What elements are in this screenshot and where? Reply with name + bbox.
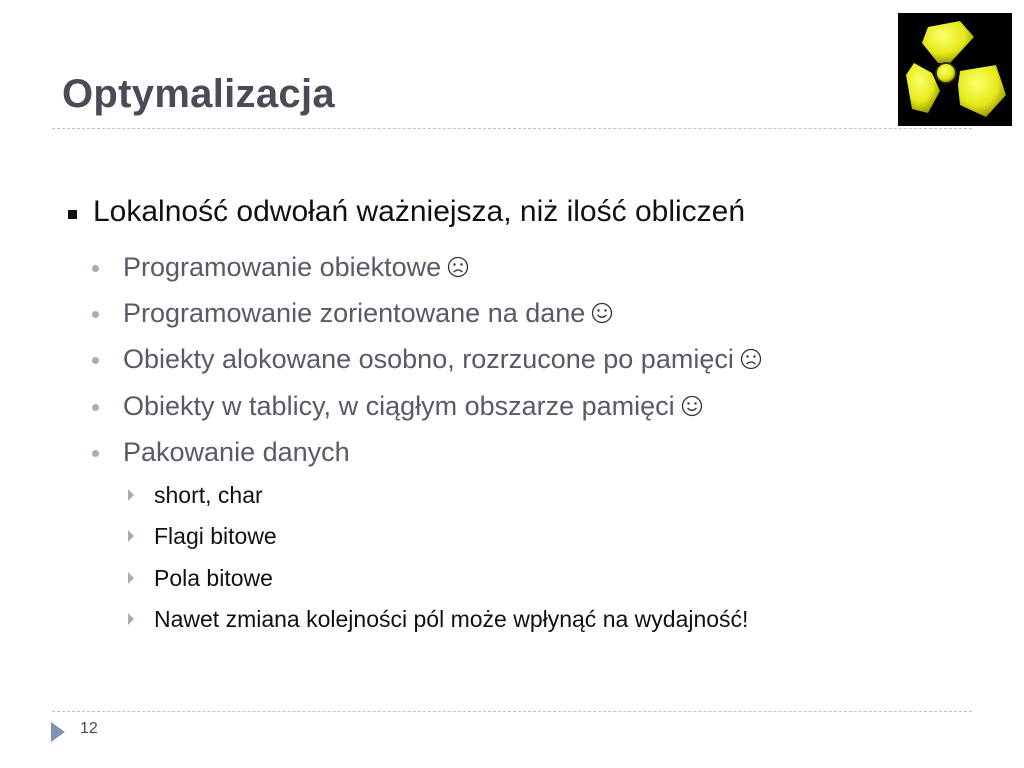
triangle-bullet-icon	[128, 572, 134, 584]
sub-sub-bullet-text: Nawet zmiana kolejności pól może wpłynąć na wydajność!	[154, 606, 749, 632]
radiation-trefoil-icon	[898, 13, 1012, 126]
triangle-bullet-icon	[128, 613, 134, 625]
round-bullet-icon	[92, 265, 99, 272]
sub-sub-bullet-text: short, char	[154, 482, 263, 508]
round-bullet-icon	[92, 311, 99, 318]
sub-sub-bullet-text: Flagi bitowe	[154, 523, 277, 549]
slide-title: Optymalizacja	[62, 72, 335, 116]
square-bullet-icon	[68, 210, 77, 219]
triangle-bullet-icon	[128, 489, 134, 501]
sub-bullet-text: Pakowanie danych	[123, 437, 350, 467]
round-bullet-icon	[92, 404, 99, 411]
sad-face-icon	[447, 254, 469, 285]
smiley-face-icon	[681, 393, 703, 424]
bullet-text: Lokalność odwołań ważniejsza, niż ilość obliczeń	[93, 195, 746, 228]
sub-sub-bullet-text: Pola bitowe	[154, 565, 273, 591]
round-bullet-icon	[92, 450, 99, 457]
smiley-face-icon	[591, 300, 613, 331]
sub-bullet-text: Programowanie obiektowe	[123, 252, 442, 282]
title-divider	[52, 128, 972, 129]
sub-bullet-text: Obiekty alokowane osobno, rozrzucone po pamięci	[123, 344, 734, 374]
triangle-bullet-icon	[128, 530, 134, 542]
sad-face-icon	[740, 346, 762, 377]
page-number: 12	[80, 720, 98, 737]
sub-bullet-text: Obiekty w tablicy, w ciągłym obszarze pamięci	[123, 391, 675, 421]
round-bullet-icon	[92, 357, 99, 364]
play-triangle-icon	[51, 722, 65, 742]
sub-bullet-text: Programowanie zorientowane na dane	[123, 298, 586, 328]
footer-divider	[52, 711, 972, 712]
